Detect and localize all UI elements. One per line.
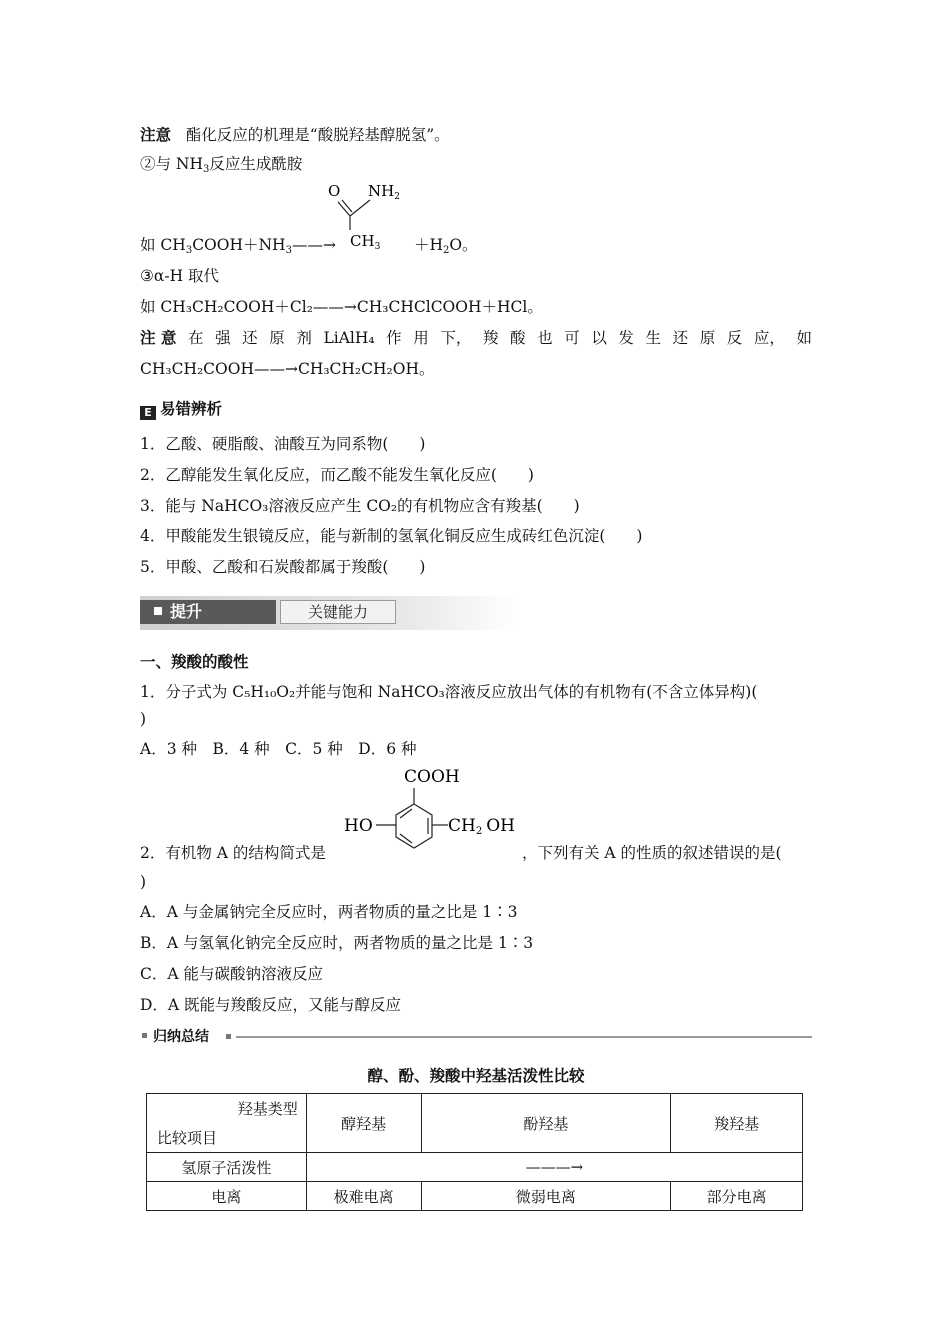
amide-bond-co-double: [342, 200, 352, 212]
banner-light-label: 关键能力: [280, 600, 396, 624]
amide-bond-co: [338, 202, 350, 216]
error-item: 5．甲酸、乙酸和石炭酸都属于羧酸( ): [140, 558, 426, 576]
summary-title: 归纳总结: [140, 1026, 209, 1048]
section-errors-heading: E 易错辨析: [140, 398, 222, 420]
amide-nh2-label: $NH_2$: [368, 182, 400, 202]
table-title: 醇、酚、羧酸中羟基活泼性比较: [367, 1067, 585, 1085]
table-row: [147, 1182, 803, 1211]
question-1: 1．分子式为 C₅H₁₀O₂并能与饱和 NaHCO₃溶液反应放出气体的有机物有(不含立体异构)(: [140, 683, 758, 701]
question-2-option: B．A 与氢氧化钠完全反应时，两者物质的量之比是 1∶3: [140, 934, 534, 952]
question-1-close: ): [140, 710, 147, 728]
question-2-option: A．A 与金属钠完全反应时，两者物质的量之比是 1∶3: [140, 903, 518, 921]
question-2-prefix: 2．有机物 A 的结构简式是: [140, 844, 326, 862]
activity-arrow-cell: ———→: [306, 1153, 802, 1182]
question-2-option: D．A 既能与羧酸反应，又能与醇反应: [140, 996, 402, 1014]
question-1-options: A．3 种 B．4 种 C．5 种 D．6 种: [140, 740, 417, 758]
cooh-label: COOH: [404, 767, 460, 787]
ho-label: HO: [344, 816, 373, 836]
section-e-icon: E: [140, 406, 156, 420]
table-header-cell: 羧羟基: [671, 1094, 803, 1153]
table-row: [147, 1153, 803, 1182]
note-text: 酯化反应的机理是“酸脱羟基醇脱氢”。: [185, 126, 450, 144]
reaction-arrow: ——→: [291, 236, 336, 254]
table-header-cell: 醇羟基: [306, 1094, 421, 1153]
note-label: 注意: [140, 126, 172, 144]
table-cell: 部分电离: [671, 1182, 803, 1211]
table-cell: 微弱电离: [421, 1182, 671, 1211]
note-reduction-label: 注 意: [140, 329, 177, 347]
question-2-suffix: ，下列有关 A 的性质的叙述错误的是(: [522, 844, 782, 862]
table-row-label: 氢原子活泼性: [147, 1153, 307, 1182]
amide-bond-cn: [350, 200, 370, 216]
question-2-option: C．A 能与碳酸钠溶液反应: [140, 965, 323, 983]
heading-acidity: 一、羧酸的酸性: [140, 653, 249, 671]
compound-a-structure: [344, 762, 524, 866]
item-amide-formation: ②与 $NH_3$反应生成酰胺: [140, 155, 303, 175]
note-reduction: 注 意 在 强 还 原 剂 LiAlH₄ 作 用 下， 羧 酸 也 可 以 发 生 还 原 反 应， 如: [140, 329, 812, 347]
error-item: 4．甲酸能发生银镜反应，能与新制的氢氧化铜反应生成砖红色沉淀( ): [140, 527, 643, 545]
table-header-cell: 酚羟基: [421, 1094, 671, 1153]
hydroxyl-comparison-table: [146, 1093, 803, 1211]
question-2-close: ): [140, 873, 147, 891]
error-item: 3．能与 NaHCO₃溶液反应产生 CO₂的有机物应含有羧基( ): [140, 497, 580, 515]
summary-rule: [236, 1036, 812, 1038]
equation-amide: 如 $CH_3COOH+NH_3——\to +H_2O$。: [140, 236, 478, 256]
amide-ch3-label: $CH_3$: [350, 232, 381, 252]
table-cell: 极难电离: [306, 1182, 421, 1211]
ch2oh-label: CH2 OH: [448, 816, 515, 837]
equation-chlorination: 如 CH₃CH₂COOH＋Cl₂——→CH₃CHClCOOH＋HCl。: [140, 298, 543, 316]
section-banner: [140, 596, 518, 630]
banner-dark-label: 提升: [140, 600, 276, 624]
table-row-label: 电离: [147, 1182, 307, 1211]
table-header-row: [147, 1094, 803, 1153]
table-corner-cell: 羟基类型 比较项目: [147, 1094, 307, 1153]
benzene-ring: [396, 804, 432, 848]
error-item: 1．乙酸、硬脂酸、油酸互为同系物( ): [140, 435, 426, 453]
error-item: 2．乙醇能发生氧化反应，而乙酸不能发生氧化反应( ): [140, 466, 534, 484]
amide-o-label: O: [328, 182, 341, 200]
summary-bar: [140, 1026, 812, 1048]
item-alpha-h: ③α-H 取代: [140, 267, 220, 285]
note-esterification: [140, 124, 450, 146]
note-reduction-line2: CH₃CH₂COOH——→CH₃CH₂CH₂OH。: [140, 360, 435, 378]
